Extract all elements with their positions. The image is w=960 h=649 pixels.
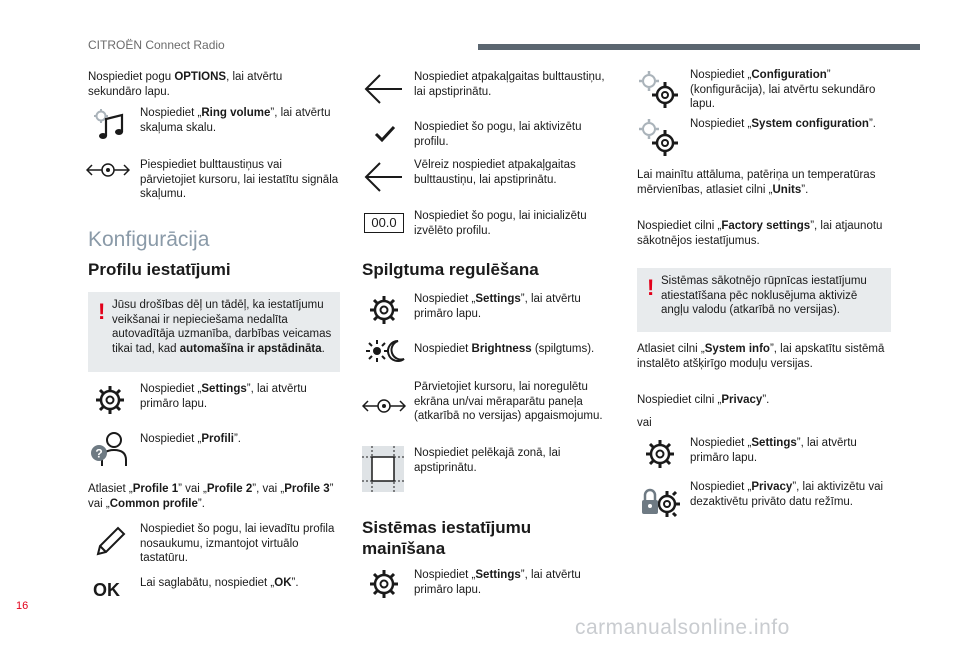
settings-gear-icon-4 — [644, 438, 676, 470]
privacy-toggle-text: Nospiediet „Privacy”, lai aktivizētu vai dezaktivētu privāto datu režīmu. — [690, 481, 884, 508]
pencil-edit-icon — [94, 526, 126, 558]
settings-text-1: Nospiediet „Settings”, lai atvērtu primāro lapu. — [140, 383, 307, 410]
factory-warning — [637, 268, 891, 332]
config-heading: Konfigurācija — [88, 228, 210, 251]
factory-warning-text: Sistēmas sākotnējo rūpnīcas iestatījumu atiestatīšana pēc noklusējuma aktivizē angļu valodu (atkarībā no versijas). — [661, 275, 867, 316]
slider-cursor-icon — [86, 160, 130, 180]
ok-icon: OK — [93, 580, 120, 600]
reset-counter-icon: 00.0 — [364, 213, 404, 233]
system-configuration-text: Nospiediet „System configuration”. — [690, 118, 876, 130]
slider-cursor-icon-2 — [362, 396, 406, 416]
profile-icon — [88, 430, 128, 468]
safety-warning-text: Jūsu drošības dēļ un tādēļ, ka iestatījumu veikšanai ir nepieciešama nedalīta autovadītāja uzmanība, darbības veicamas tikai tad, kad automašīna ir apstādināta. — [112, 299, 332, 355]
brightness-icon — [364, 338, 406, 364]
ok-text: Lai saglabātu, nospiediet „OK”. — [140, 577, 299, 589]
configuration-text: Nospiediet „Configuration” (konfigurācija), lai atvērtu sekundāro lapu. — [690, 69, 876, 110]
profili-text: Nospiediet „Profili”. — [140, 433, 241, 445]
units-text: Lai mainītu attāluma, patēriņa un temperatūras mērvienības, atlasiet cilni „Units”. — [637, 169, 876, 196]
back-arrow-icon-2 — [362, 160, 404, 194]
header-title: CITROËN Connect Radio — [88, 38, 225, 52]
grey-zone-icon — [362, 446, 404, 492]
safety-warning — [88, 292, 340, 372]
edit-text: Nospiediet šo pogu, lai ievadītu profila nosaukumu, izmantojot virtuālo tastatūru. — [140, 523, 335, 564]
ring-volume-icon — [92, 108, 126, 142]
profile-heading: Profilu iestatījumi — [88, 260, 231, 279]
factory-settings-text: Nospiediet cilni „Factory settings”, lai atjaunotu sākotnējos iestatījumus. — [637, 220, 883, 247]
back-arrow-icon — [362, 72, 404, 106]
system-configuration-gears-icon — [638, 118, 680, 158]
brightness-heading: Spilgtuma regulēšana — [362, 260, 539, 279]
settings-text-4: Nospiediet „Settings”, lai atvērtu primāro lapu. — [690, 437, 857, 464]
configuration-gears-icon — [638, 70, 680, 110]
slider-text: Piespiediet bulttaustiņus vai pārvietojiet kursoru, lai iestatītu signāla skaļumu. — [140, 159, 339, 200]
settings-text-3: Nospiediet „Settings”, lai atvērtu primāro lapu. — [414, 569, 581, 596]
settings-text-2: Nospiediet „Settings”, lai atvērtu primāro lapu. — [414, 293, 581, 320]
warning-icon-2: ! — [647, 275, 655, 300]
check-text: Nospiediet šo pogu, lai aktivizētu profilu. — [414, 121, 582, 148]
privacy-text: Nospiediet cilni „Privacy”. — [637, 394, 770, 406]
check-icon — [372, 124, 398, 144]
brightness-slider-text: Pārvietojiet kursoru, lai noregulētu ekrāna un/vai mēraparātu paneļa (atkarībā no versijas) apgaismojumu. — [414, 381, 603, 422]
or-text: vai — [637, 417, 652, 429]
intro-text: Nospiediet pogu OPTIONS, lai atvērtu sekundāro lapu. — [88, 71, 283, 98]
warning-icon: ! — [98, 299, 106, 324]
header-bar — [478, 44, 920, 50]
ring-volume-text: Nospiediet „Ring volume”, lai atvērtu skaļuma skalu. — [140, 107, 331, 134]
system-heading: Sistēmas iestatījumu mainīšana — [362, 518, 532, 558]
settings-gear-icon — [94, 384, 126, 416]
settings-gear-icon-2 — [368, 294, 400, 326]
page-number: 16 — [16, 600, 29, 612]
svg-text:?: ? — [95, 446, 103, 461]
brightness-text: Nospiediet Brightness (spilgtums). — [414, 343, 595, 355]
watermark: carmanualsonline.info — [575, 616, 790, 639]
settings-gear-icon-3 — [368, 568, 400, 600]
privacy-lock-gear-icon — [640, 484, 682, 524]
grey-zone-text: Nospiediet pelēkajā zonā, lai apstiprinātu. — [414, 447, 561, 474]
select-profile-text: Atlasiet „Profile 1” vai „Profile 2”, vai „Profile 3” vai „Common profile”. — [88, 483, 334, 510]
back-text-2: Vēlreiz nospiediet atpakaļgaitas bulttaustiņu, lai apstiprinātu. — [414, 159, 576, 186]
system-info-text: Atlasiet cilni „System info”, lai apskatītu sistēmā instalēto atšķirīgo moduļu versijas. — [637, 343, 885, 370]
reset-text: Nospiediet šo pogu, lai inicializētu izvēlēto profilu. — [414, 210, 587, 237]
back-text-1: Nospiediet atpakaļgaitas bulttaustiņu, lai apstiprinātu. — [414, 71, 605, 98]
